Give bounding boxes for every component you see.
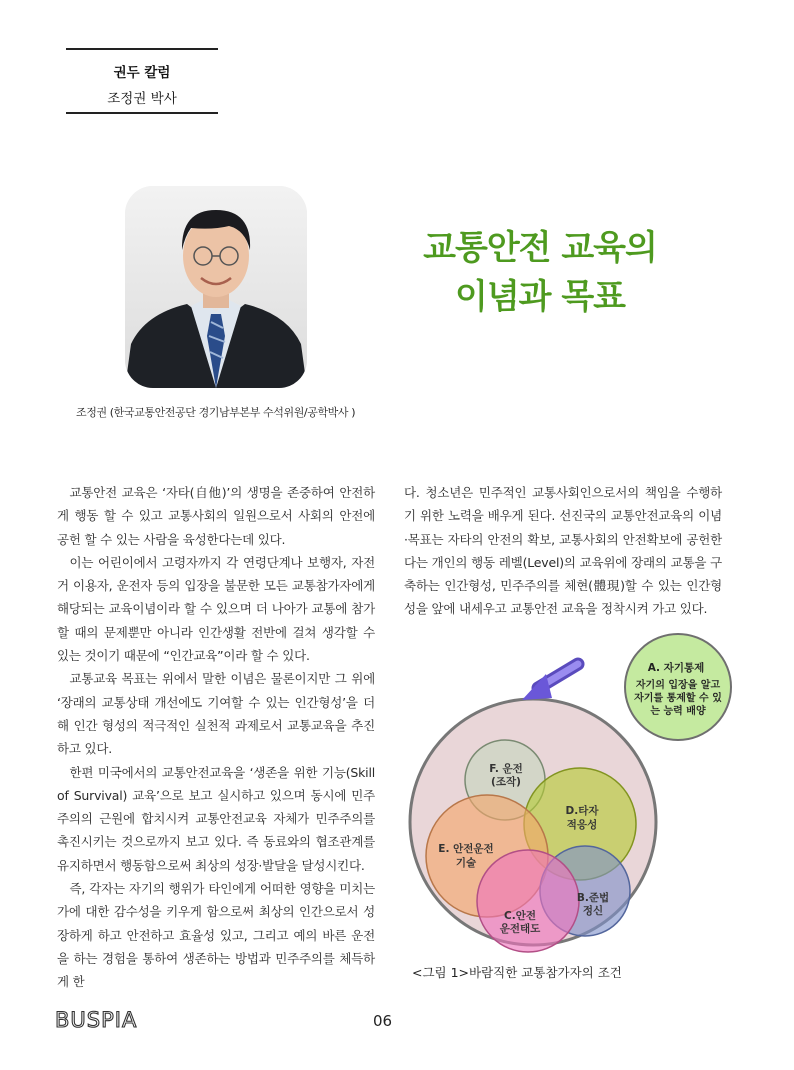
circle-e-label: E. 안전운전 [438, 843, 494, 855]
callout-line: 는 능력 배양 [650, 706, 706, 717]
circle-d-label: 적응성 [566, 819, 598, 831]
circle-b-label: B.준법 [576, 892, 610, 904]
column-header [66, 48, 218, 114]
callout-title: A. 자기통제 [647, 662, 705, 674]
figure-caption: <그림 1>바람직한 교통참가자의 조건 [412, 965, 622, 980]
column-author: 조정권 박사 [107, 91, 177, 107]
portrait-image [125, 186, 307, 388]
callout-line: 자기를 통제할 수 있 [634, 693, 722, 704]
circle-c [477, 850, 579, 952]
article-title-line1: 교통안전 교육의 [423, 228, 657, 268]
circle-f-label: (조작) [491, 776, 521, 788]
paragraph: 교통교육 목표는 위에서 말한 이념은 물론이지만 그 위에 ‘장래의 교통상태 개선에도 기여할 수 있는 인간형성’을 더해 인간 형성의 적극적인 실천적 과제로서 교통교육을 추진하고 있다. [57, 671, 375, 757]
buspia-logo [55, 1006, 155, 1032]
photo-caption: 조정권 (한국교통안전공단 경기남부본부 수석위원/공학박사 ) [76, 406, 356, 419]
paragraph: 교통안전 교육은 ‘자타(自他)’의 생명을 존중하여 안전하게 행동 할 수 있고 교통사회의 일원으로서 사회의 안전에 공헌 할 수 있는 사람을 육성한다는데 있다. [57, 485, 375, 547]
participant-conditions-diagram [400, 630, 740, 960]
circle-f-label: F. 운전 [489, 763, 523, 775]
paragraph: 한편 미국에서의 교통안전교육을 ‘생존을 위한 기능(Skill of Survival) 교육’으로 보고 실시하고 있으며 동시에 민주주의의 근원에 합치시켜 교통안전교육 자체가 민주주의를 촉진시키는 것으로까지 보고 있다. 즉 동료와의 협조관계를 유지하면서 행동함으로써 최상의 성장·발달을 달성시킨다. [57, 764, 375, 873]
body-column-right [404, 481, 722, 621]
article-title-line2: 이념과 목표 [454, 277, 626, 317]
column-title: 권두 칼럼 [113, 65, 171, 81]
body-column-left [57, 481, 375, 994]
paragraph: 즉, 각자는 자기의 행위가 타인에게 어떠한 영향을 미치는가에 대한 감수성을 키우게 함으로써 최상의 인간으로서 성장하게 하고 안전하고 효율성 있고, 그리고 예의 바른 운전을 하는 경험을 통하여 생존하는 방법과 민주주의를 체득하게 한 [57, 881, 375, 990]
callout-line: 자기의 입장을 알고 [635, 680, 721, 691]
author-photo [125, 186, 307, 388]
arrow-icon [522, 664, 578, 700]
circle-e-label: 기술 [455, 857, 477, 869]
circle-c-label: 운전태도 [499, 923, 541, 935]
circle-b-label: 정신 [582, 905, 604, 917]
paragraph: 이는 어린이에서 고령자까지 각 연령단계나 보행자, 자전거 이용자, 운전자 등의 입장을 불문한 모든 교통참가자에게 해당되는 교육이념이라 할 수 있으며 더 나아가 교통에 참가할 때의 문제뿐만 아니라 인간생활 전반에 걸쳐 생각할 수 있는 것이기 때문에 “인간교육”이라 할 수 있다. [57, 554, 375, 664]
page-number: 06 [373, 1012, 393, 1030]
logo-text: BUSPIA [55, 1008, 138, 1032]
circle-c-label: C.안전 [504, 910, 536, 922]
paragraph: 다. 청소년은 민주적인 교통사회인으로서의 책임을 수행하기 위한 노력을 배우게 된다. 선진국의 교통안전교육의 이념·목표는 자타의 안전의 확보, 교통사회의 안전확보에 공헌한다는 개인의 행동 레벨(Level)의 교육위에 장래의 교통을 구축하는 인간형성, 민주주의를 체현(體現)할 수 있는 인간형성을 앞에 내세우고 교통안전 교육을 정착시켜 가고 있다. [404, 485, 722, 617]
circle-d-label: D.타자 [565, 805, 599, 817]
article-title [390, 224, 690, 322]
